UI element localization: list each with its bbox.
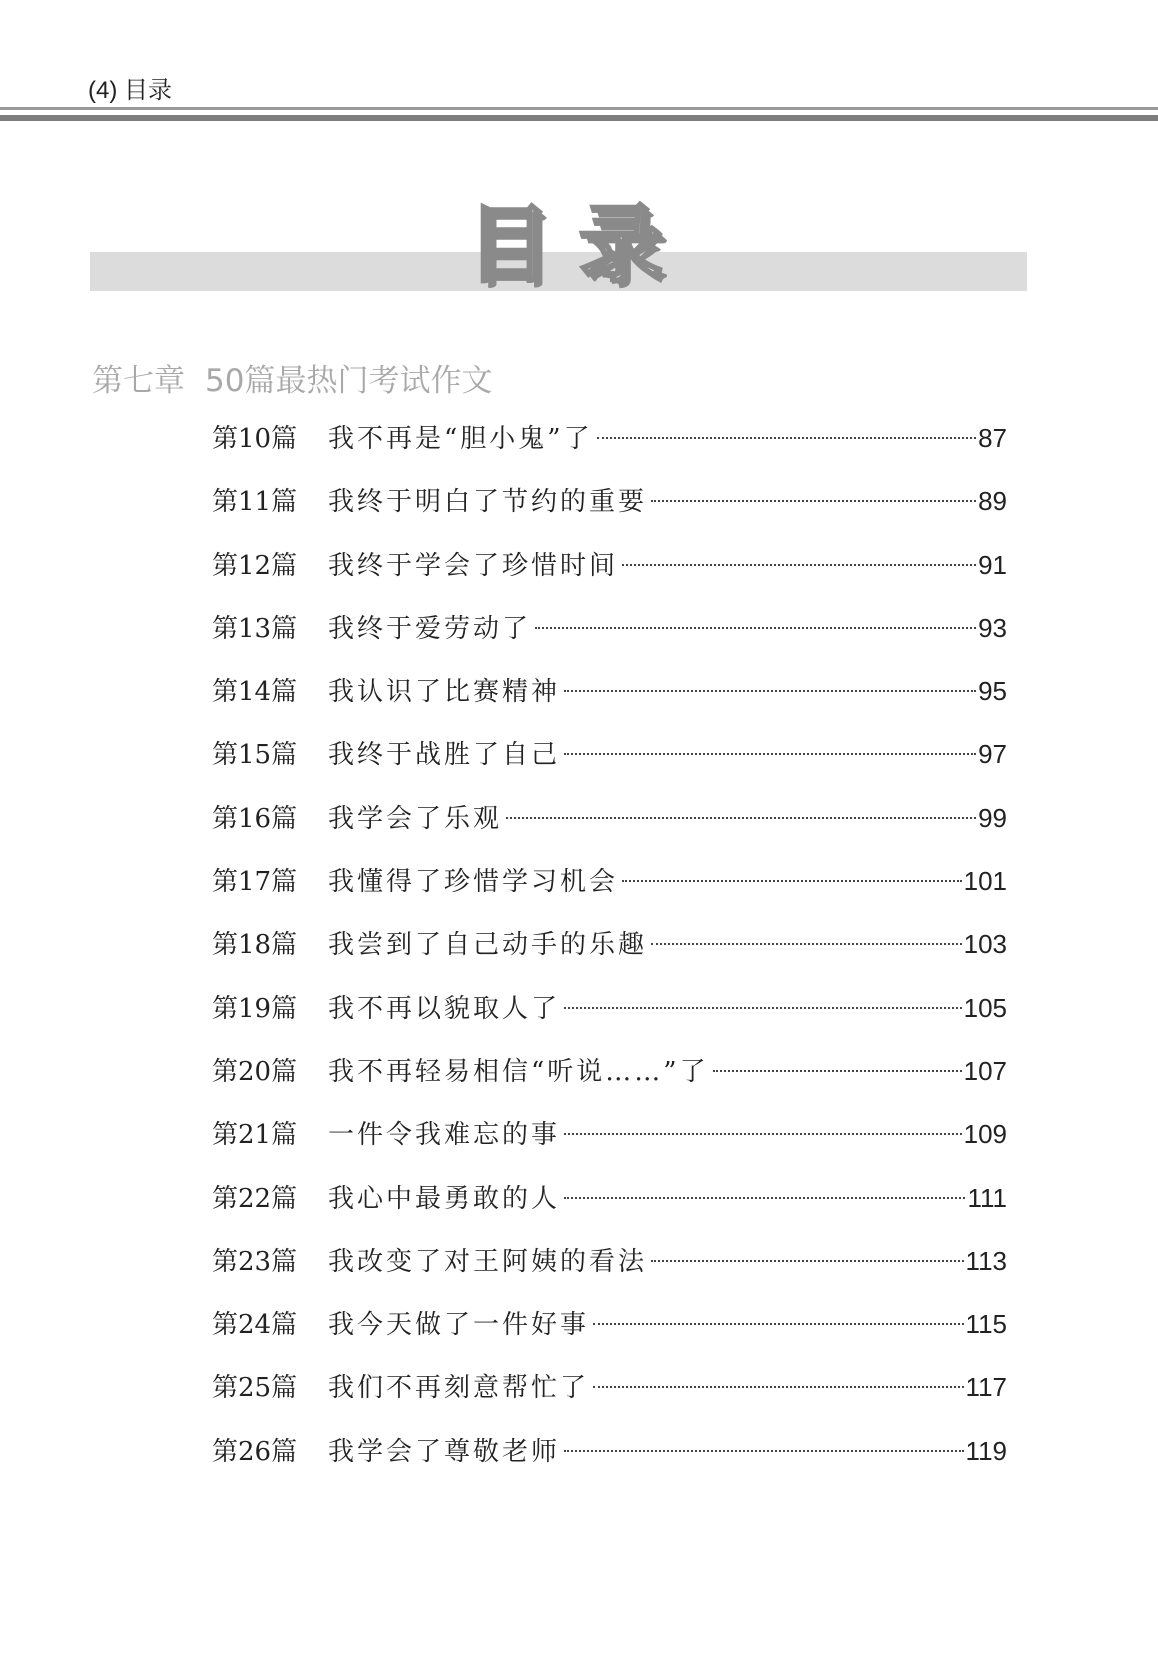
entry-label: 第22篇	[212, 1183, 298, 1214]
dot-leader	[593, 1386, 964, 1388]
running-header: (4) 目录	[88, 77, 172, 104]
header-rule-thick	[0, 115, 1158, 121]
entry-title: 我学会了乐观	[328, 803, 503, 834]
entry-title: 我尝到了自己动手的乐趣	[328, 930, 648, 961]
toc-entry[interactable]	[212, 734, 1007, 797]
dot-leader	[564, 753, 976, 755]
dot-leader	[564, 1133, 962, 1135]
dot-leader	[564, 690, 976, 692]
entry-title: 我们不再刻意帮忙了	[328, 1373, 590, 1404]
entry-page-number: 117	[965, 1372, 1007, 1403]
toc-entry[interactable]	[212, 671, 1007, 734]
entry-page-number: 103	[963, 929, 1007, 960]
entry-title: 我心中最勇敢的人	[328, 1183, 561, 1214]
chapter-label: 第七章	[92, 363, 185, 399]
entry-page-number: 101	[963, 866, 1007, 897]
entry-title: 我学会了尊敬老师	[328, 1436, 561, 1467]
page-title: 目录	[466, 196, 691, 294]
entry-page-number: 109	[963, 1119, 1007, 1150]
chapter-heading	[92, 355, 492, 400]
dot-leader	[535, 627, 976, 629]
entry-label: 第25篇	[212, 1373, 298, 1404]
dot-leader	[593, 1323, 964, 1325]
entry-page-number: 105	[963, 992, 1007, 1023]
toc-entry[interactable]	[212, 608, 1007, 671]
entry-title: 我终于战胜了自己	[328, 740, 561, 771]
chapter-title: 50篇最热门考试作文	[205, 363, 493, 399]
entry-page-number: 107	[963, 1055, 1007, 1086]
entry-page-number: 87	[978, 423, 1007, 453]
toc-entry[interactable]	[212, 1431, 1007, 1494]
dot-leader	[713, 1070, 962, 1072]
entry-label: 第18篇	[212, 930, 298, 961]
entry-page-number: 111	[967, 1182, 1007, 1213]
entry-title: 我终于学会了珍惜时间	[328, 550, 619, 581]
entry-label: 第17篇	[212, 867, 298, 898]
dot-leader	[622, 880, 962, 882]
entry-label: 第14篇	[212, 677, 298, 708]
dot-leader	[564, 1450, 964, 1452]
toc-entry[interactable]	[212, 1178, 1007, 1241]
toc-entry[interactable]	[212, 924, 1007, 987]
entry-title: 我终于明白了节约的重要	[328, 487, 648, 518]
entry-label: 第19篇	[212, 993, 298, 1024]
toc-entry[interactable]	[212, 1241, 1007, 1304]
toc-entry[interactable]	[212, 545, 1007, 608]
toc-entry[interactable]	[212, 1114, 1007, 1177]
dot-leader	[506, 817, 976, 819]
entry-title: 我终于爱劳动了	[328, 613, 532, 644]
entry-page-number: 113	[965, 1245, 1007, 1276]
dot-leader	[597, 437, 976, 439]
entry-page-number: 99	[978, 802, 1007, 833]
toc-entry[interactable]	[212, 418, 1007, 481]
entry-page-number: 115	[965, 1309, 1007, 1340]
entry-label: 第16篇	[212, 803, 298, 834]
dot-leader	[651, 500, 976, 502]
entry-title: 我不再轻易相信“听说……”了	[328, 1056, 709, 1087]
entry-title: 我认识了比赛精神	[328, 677, 561, 708]
entry-label: 第24篇	[212, 1310, 298, 1341]
dot-leader	[622, 564, 976, 566]
toc-entry[interactable]	[212, 481, 1007, 544]
entry-title: 我今天做了一件好事	[328, 1310, 590, 1341]
entry-title: 一件令我难忘的事	[328, 1120, 561, 1151]
entry-page-number: 91	[978, 549, 1007, 580]
toc-list	[212, 418, 1007, 1494]
entry-label: 第23篇	[212, 1246, 298, 1277]
entry-page-number: 119	[965, 1435, 1007, 1466]
header-rule-thin	[0, 107, 1158, 110]
dot-leader	[564, 1197, 965, 1199]
entry-page-number: 93	[978, 612, 1007, 643]
entry-title: 我懂得了珍惜学习机会	[328, 867, 619, 898]
dot-leader	[564, 1007, 962, 1009]
entry-label: 第10篇	[212, 424, 298, 454]
toc-entry[interactable]	[212, 1304, 1007, 1367]
dot-leader	[651, 943, 962, 945]
entry-label: 第12篇	[212, 550, 298, 581]
toc-entry[interactable]	[212, 798, 1007, 861]
entry-label: 第21篇	[212, 1120, 298, 1151]
toc-entry[interactable]	[212, 1051, 1007, 1114]
entry-title: 我改变了对王阿姨的看法	[328, 1246, 648, 1277]
entry-label: 第15篇	[212, 740, 298, 771]
entry-label: 第11篇	[212, 487, 298, 518]
entry-label: 第13篇	[212, 613, 298, 644]
entry-label: 第26篇	[212, 1436, 298, 1467]
entry-page-number: 89	[978, 486, 1007, 517]
entry-page-number: 95	[978, 676, 1007, 707]
toc-entry[interactable]	[212, 861, 1007, 924]
entry-title: 我不再是“胆小鬼”了	[328, 424, 593, 454]
dot-leader	[651, 1260, 964, 1262]
entry-label: 第20篇	[212, 1056, 298, 1087]
toc-entry[interactable]	[212, 988, 1007, 1051]
entry-page-number: 97	[978, 739, 1007, 770]
entry-title: 我不再以貌取人了	[328, 993, 561, 1024]
toc-entry[interactable]	[212, 1367, 1007, 1430]
